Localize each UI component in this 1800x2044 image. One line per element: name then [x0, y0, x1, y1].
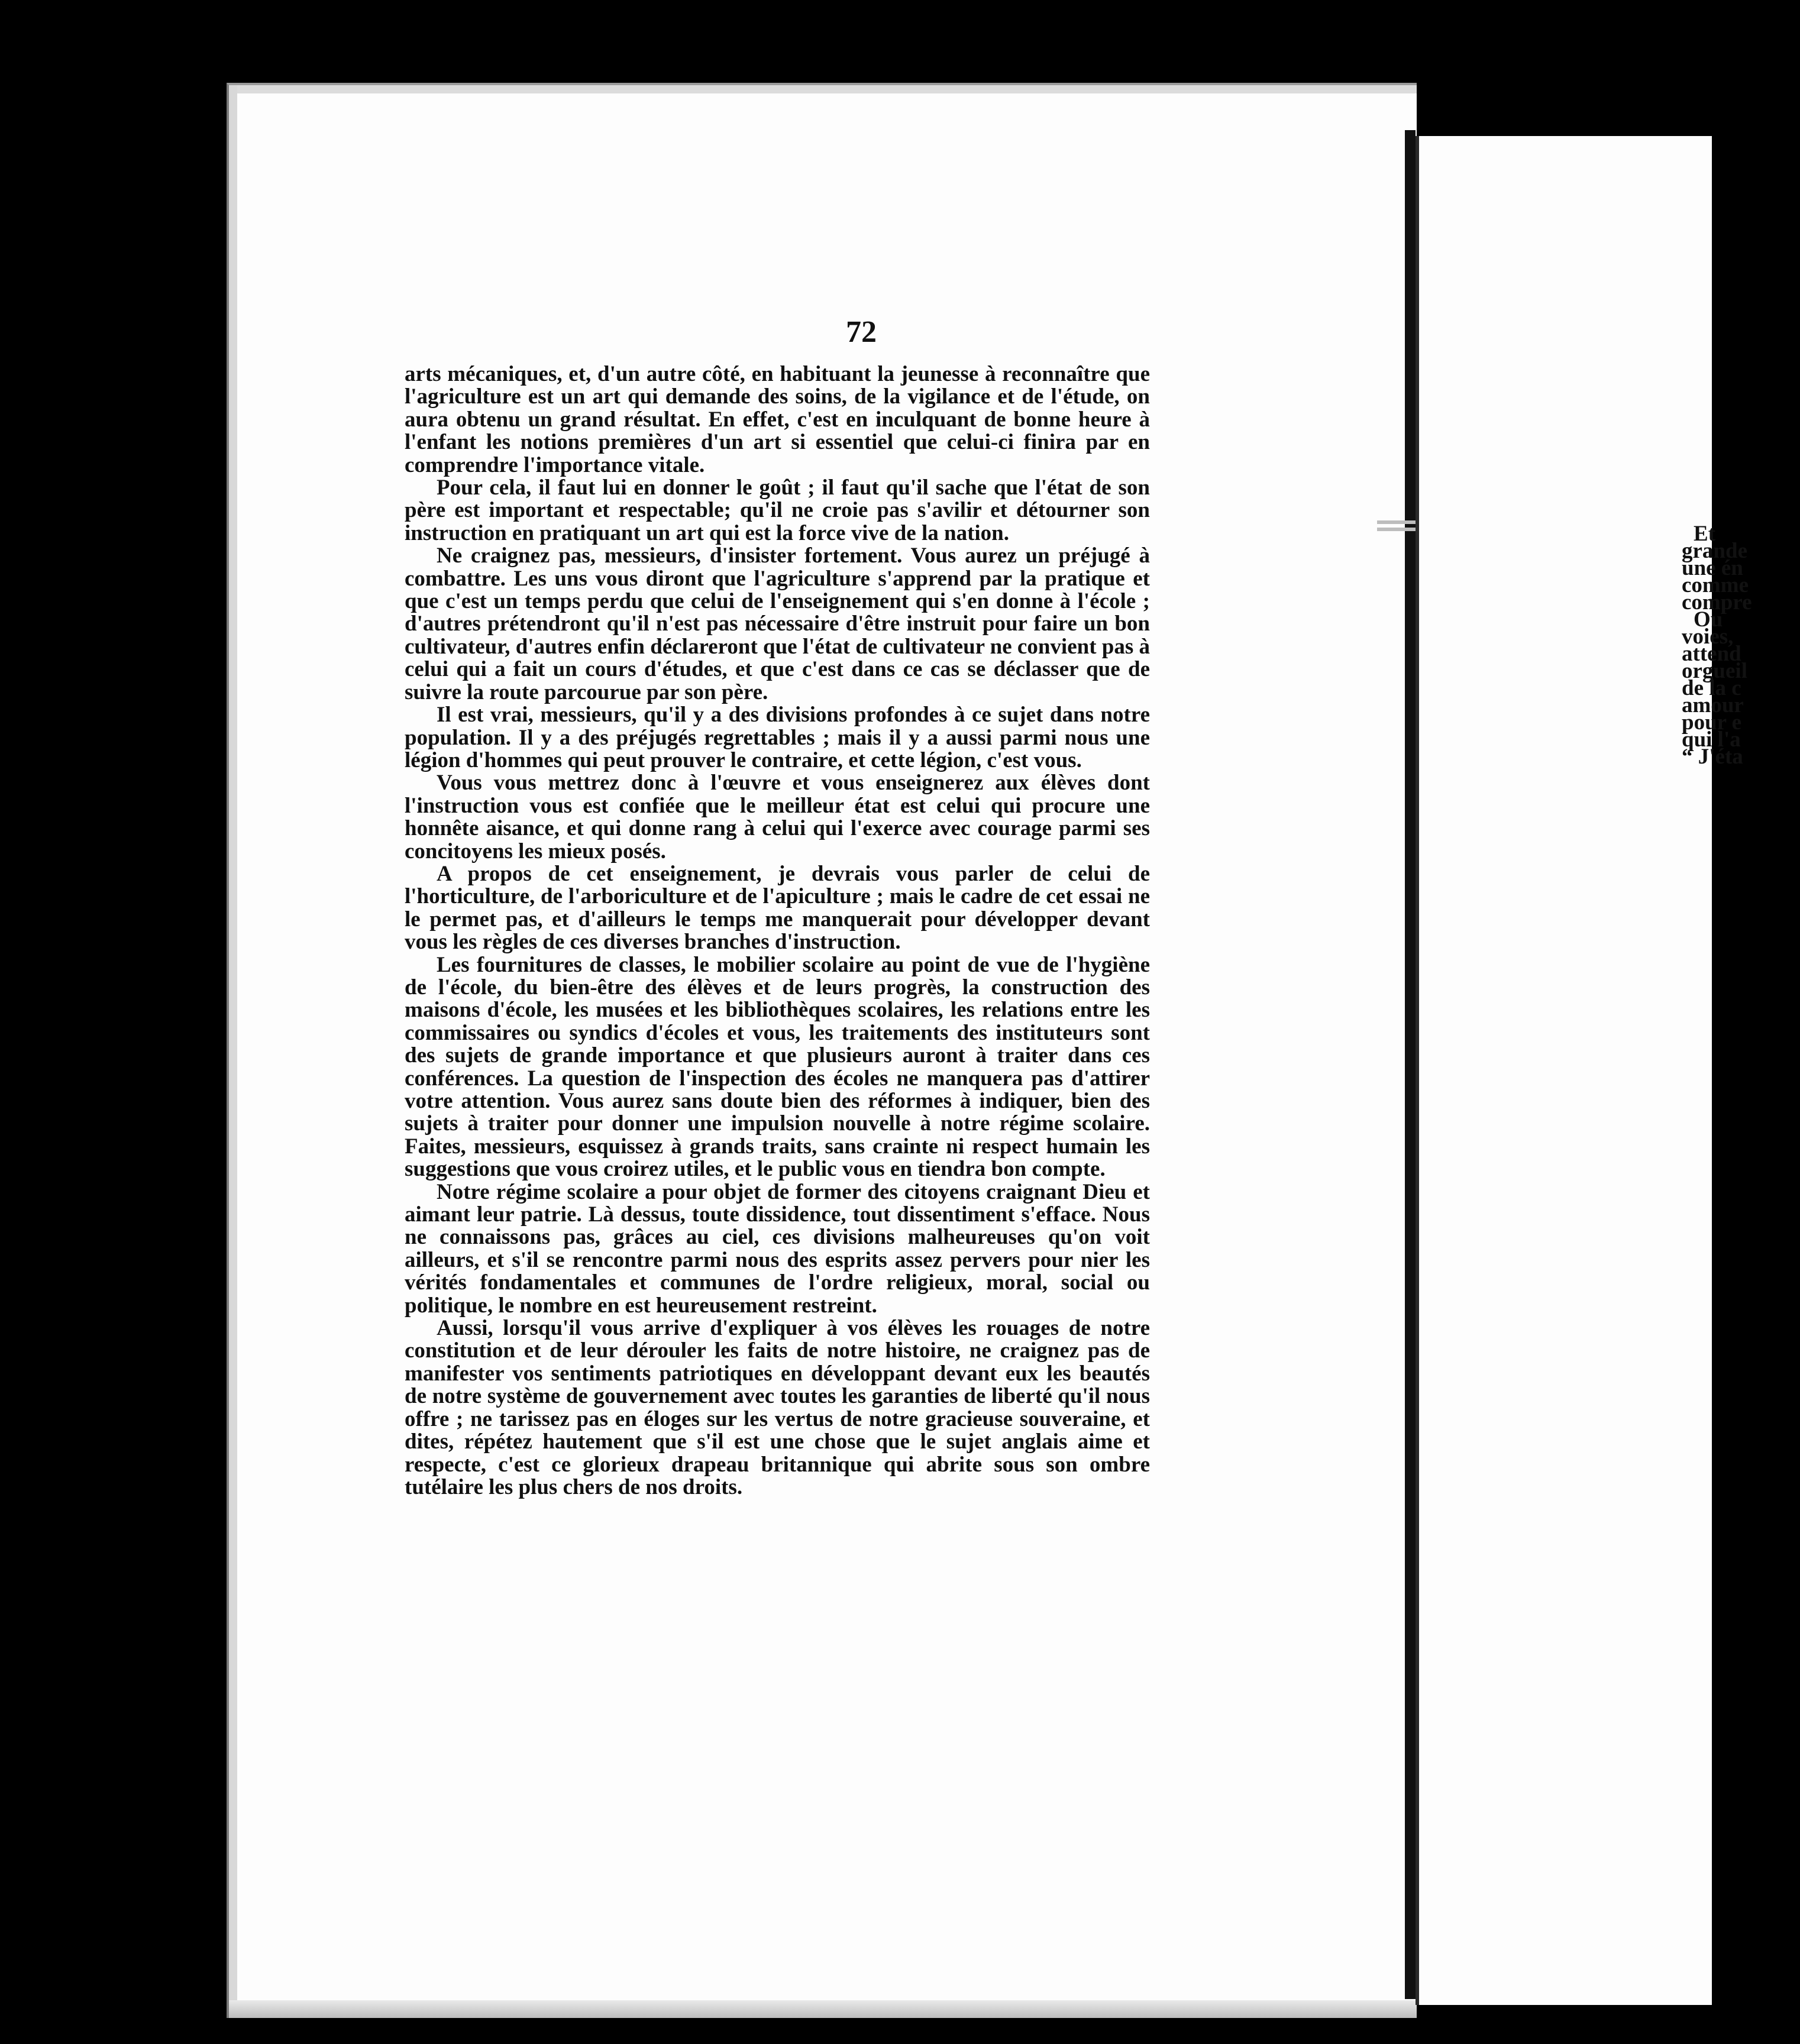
right-line: compre	[1682, 590, 1752, 615]
left-page	[227, 83, 1417, 2018]
right-line: amour	[1682, 693, 1744, 717]
right-line: Ou	[1694, 607, 1723, 632]
paragraph: Vous vous mettrez donc à l'œuvre et vous enseignerez aux élèves dont l'instruction vous est confiée que le meilleur état est celui qui procure une honnête aisance, et qui donne rang à celui qui l'exerce avec courage parmi ses concitoyens les mieux posés.	[405, 771, 1150, 863]
right-line: comme	[1682, 573, 1749, 597]
right-line: de la c	[1682, 676, 1741, 700]
right-line: voies,	[1682, 625, 1734, 649]
right-line: attend	[1682, 642, 1741, 666]
paragraph: arts mécaniques, et, d'un autre côté, en habituant la jeunesse à reconnaître que l'agriculture est un art qui demande des soins, de la vigilance et de l'étude, on aura obtenu un grand résultat. En effet, c'est en inculquant de bonne heure à l'enfant les notions premières d'un art si essentiel que celui-ci finira par en comprendre l'importance vitale.	[405, 362, 1150, 477]
right-line: Et	[1694, 522, 1715, 546]
right-line: une én	[1682, 556, 1743, 580]
right-page-text	[1682, 522, 1800, 769]
right-line: pour e	[1682, 710, 1742, 735]
paragraph: A propos de cet enseignement, je devrais vous parler de celui de l'horticulture, de l'arboriculture et de l'apiculture ; mais le cadre de cet essai ne le permet pas, et d'ailleurs le temps me manquerait pour développer devant vous les règles de ces diverses branches d'instruction.	[405, 861, 1150, 955]
right-line: qui l'a	[1682, 727, 1741, 752]
paragraph: Les fournitures de classes, le mobilier scolaire au point de vue de l'hygiène de l'école, du bien-être des élèves et de leurs progrès, la construction des maisons d'école, les musées et les bibliothèques scolaires, les relations entre les commissaires ou syndics d'écoles et vous, les traitements des instituteurs sont des sujets de grande importance et que plusieurs auront à traiter dans ces conférences. La question de l'inspection des écoles ne manquera pas d'attirer votre attention. Vous aurez sans doute bien des réformes à indiquer, bien des sujets à traiter pour donner une impulsion nouvelle à notre régime scolaire. Faites, messieurs, esquissez à grands traits, sans crainte ni respect humain les suggestions que vous croirez utiles, et le public vous en tiendra bon compte.	[405, 952, 1150, 1182]
right-page	[1416, 136, 1752, 2005]
right-line: “ J'éta	[1682, 745, 1743, 769]
right-line: grande	[1682, 539, 1747, 563]
page-bottom-edge	[229, 2000, 1417, 2018]
paragraph: Ne craignez pas, messieurs, d'insister fortement. Vous aurez un préjugé à combattre. Les uns vous diront que l'agriculture s'apprend par la pratique et que c'est un temps perdu que celui de l'enseignement qui s'en donne à l'école ; d'autres prétendront qu'il n'est pas nécessaire d'être instruit pour faire un bon cultivateur, d'autres enfin déclareront que l'état de cultivateur ne convient pas à celui qui a fait un cours d'études, et que c'est dans ce cas se déclasser que de suivre la route parcourue par son père.	[405, 544, 1151, 704]
right-line: orgueil	[1682, 659, 1747, 683]
paragraph: Pour cela, il faut lui en donner le goût ; il faut qu'il sache que l'état de son père est important et respectable; qu'il ne croie pas s'avilir et détourner son instruction en pratiquant un art qui est la force vive de la nation.	[405, 476, 1150, 545]
body-text	[405, 363, 1150, 1499]
page-number: 72	[846, 315, 877, 349]
paragraph: Il est vrai, messieurs, qu'il y a des divisions profondes à ce sujet dans notre population. Il y a des préjugés regrettables ; mais il y a aussi parmi nous une légion d'hommes qui peut prouver le contraire, et cette légion, c'est vous.	[405, 703, 1150, 772]
book-gutter	[1405, 130, 1416, 1999]
paragraph: Notre régime scolaire a pour objet de former des citoyens craignant Dieu et aimant leur patrie. Là dessus, toute dissidence, tout dissentiment s'efface. Nous ne connaissons pas, grâces au ciel, ces divisions malheureuses qu'on voit ailleurs, et s'il se rencontre parmi nous des esprits assez pervers pour nier les vérités fondamentales et communes de l'ordre religieux, moral, social ou politique, le nombre en est heureusement restreint.	[405, 1179, 1150, 1318]
paragraph: Aussi, lorsqu'il vous arrive d'expliquer à vos élèves les rouages de notre constitution et de leur dérouler les faits de notre histoire, ne craignez pas de manifester vos sentiments patriotiques en développant devant eux les beautés de notre système de gouvernement avec toutes les garanties de liberté qu'il nous offre ; ne tarissez pas en éloges sur les vertus de notre gracieuse souveraine, et dites, répétez hautement que s'il est une chose que le sujet anglais aime et respecte, c'est ce glorieux drapeau britannique qui abrite sous son ombre tutélaire les plus chers de nos droits.	[405, 1316, 1150, 1499]
